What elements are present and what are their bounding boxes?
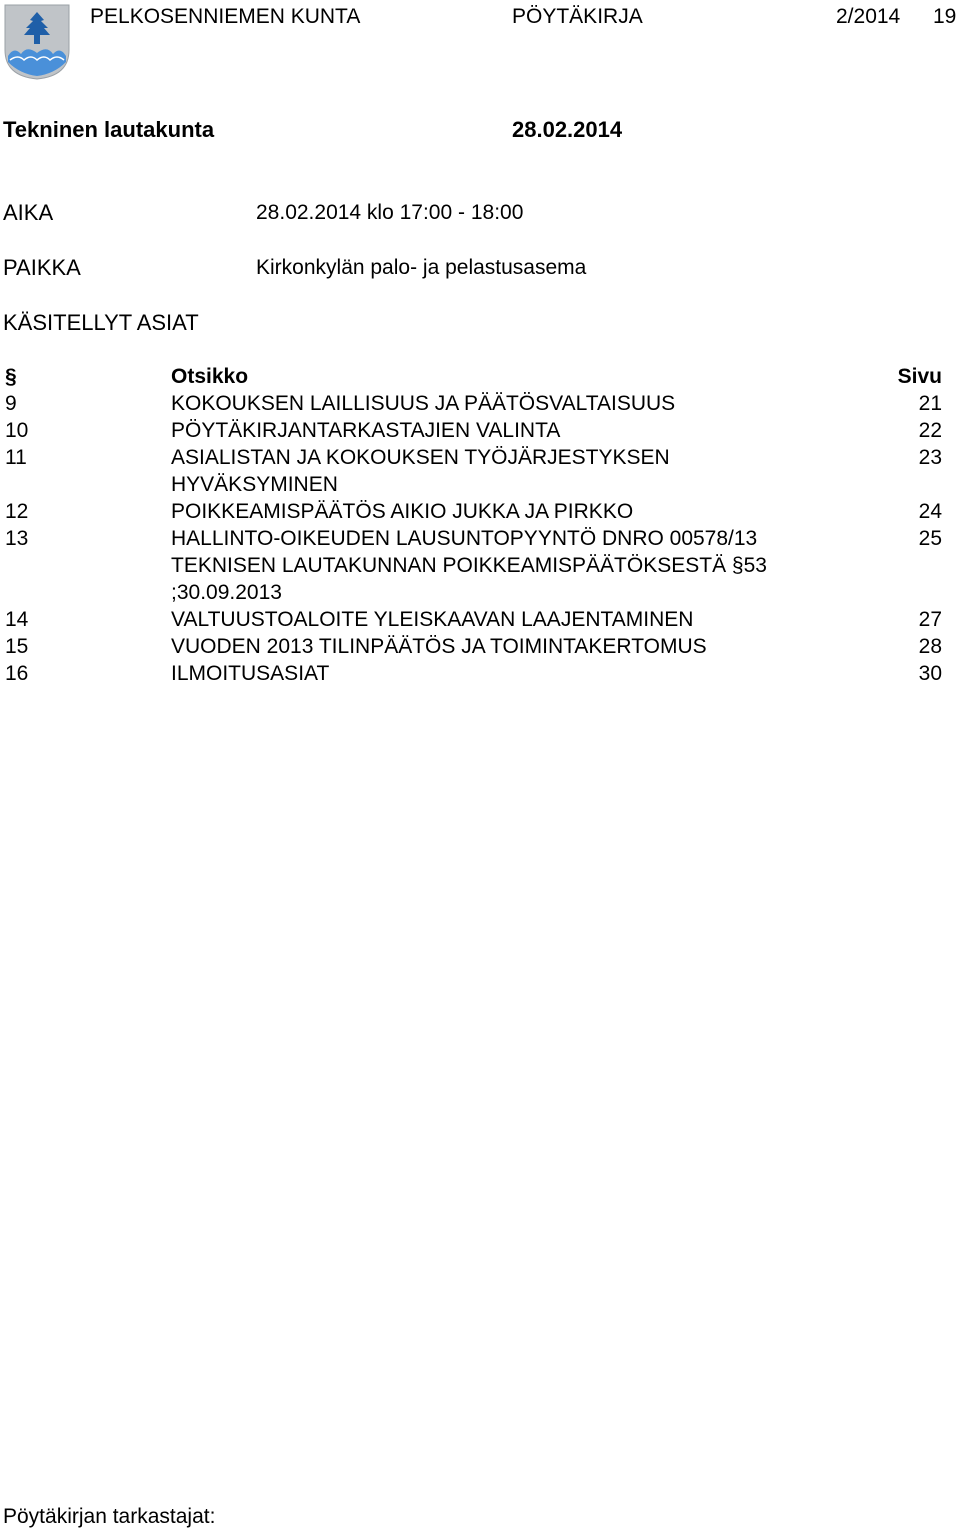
agenda-row bbox=[5, 390, 942, 417]
agenda-item-title: VALTUUSTOALOITE YLEISKAAVAN LAAJENTAMINEN bbox=[171, 608, 694, 631]
agenda-item-title: POIKKEAMISPÄÄTÖS AIKIO JUKKA JA PIRKKO bbox=[171, 500, 634, 523]
document-number: 2/2014 bbox=[836, 5, 901, 28]
agenda-item-page: 28 bbox=[918, 635, 942, 658]
page-number: 19 bbox=[933, 5, 957, 28]
agenda-item-page: 24 bbox=[918, 500, 942, 523]
agenda-row bbox=[5, 525, 942, 606]
aika-value: 28.02.2014 klo 17:00 - 18:00 bbox=[256, 201, 524, 224]
municipality-name: PELKOSENNIEMEN KUNTA bbox=[90, 5, 361, 28]
agenda-row bbox=[5, 498, 942, 525]
section-title: KÄSITELLYT ASIAT bbox=[3, 310, 199, 335]
agenda-item-page: 21 bbox=[918, 392, 942, 415]
coat-of-arms-icon bbox=[4, 4, 70, 80]
agenda-row bbox=[5, 606, 942, 633]
checkers-label: Pöytäkirjan tarkastajat: bbox=[3, 1505, 216, 1528]
agenda-item-number: 16 bbox=[5, 662, 29, 685]
paikka-label: PAIKKA bbox=[3, 255, 81, 280]
agenda-item-title: KOKOUKSEN LAILLISUUS JA PÄÄTÖSVALTAISUUS bbox=[171, 392, 676, 415]
agenda-row bbox=[5, 633, 942, 660]
agenda-row bbox=[5, 417, 942, 444]
paikka-value: Kirkonkylän palo- ja pelastusasema bbox=[256, 256, 587, 279]
agenda-item-page: 30 bbox=[918, 662, 942, 685]
agenda-item-page: 23 bbox=[918, 446, 942, 469]
agenda-table bbox=[5, 363, 942, 687]
agenda-item-page: 22 bbox=[918, 419, 942, 442]
agenda-item-title: ILMOITUSASIAT bbox=[171, 662, 330, 685]
agenda-item-number: 15 bbox=[5, 635, 29, 658]
page-header: Sivu bbox=[897, 365, 942, 388]
aika-label: AIKA bbox=[3, 200, 54, 225]
agenda-item-page: 25 bbox=[918, 527, 942, 550]
agenda-item-title: VUODEN 2013 TILINPÄÄTÖS JA TOIMINTAKERTOMUS bbox=[171, 635, 707, 658]
agenda-item-title: HALLINTO-OIKEUDEN LAUSUNTOPYYNTÖ DNRO 00578/13 TEKNISEN LAUTAKUNNAN POIKKEAMISPÄÄTÖKSESTÄ §53 ;30.09.2013 bbox=[171, 527, 767, 604]
agenda-item-title: ASIALISTAN JA KOKOUKSEN TYÖJÄRJESTYKSEN HYVÄKSYMINEN bbox=[171, 446, 670, 496]
municipality-coat-of-arms bbox=[4, 4, 70, 80]
agenda-row bbox=[5, 444, 942, 498]
section-sign-header: § bbox=[5, 365, 17, 388]
committee-name: Tekninen lautakunta bbox=[3, 117, 215, 142]
meeting-date: 28.02.2014 bbox=[512, 117, 623, 142]
agenda-item-number: 13 bbox=[5, 527, 29, 550]
agenda-item-title: PÖYTÄKIRJANTARKASTAJIEN VALINTA bbox=[171, 419, 561, 442]
agenda-item-number: 12 bbox=[5, 500, 29, 523]
agenda-header-row bbox=[5, 363, 942, 390]
title-header: Otsikko bbox=[171, 365, 249, 388]
agenda-item-number: 9 bbox=[5, 392, 17, 415]
agenda-item-page: 27 bbox=[918, 608, 942, 631]
agenda-row bbox=[5, 660, 942, 687]
agenda-item-number: 10 bbox=[5, 419, 29, 442]
document-type: PÖYTÄKIRJA bbox=[512, 5, 643, 28]
agenda-rows bbox=[5, 390, 942, 687]
agenda-item-number: 11 bbox=[5, 446, 27, 469]
agenda-item-number: 14 bbox=[5, 608, 29, 631]
